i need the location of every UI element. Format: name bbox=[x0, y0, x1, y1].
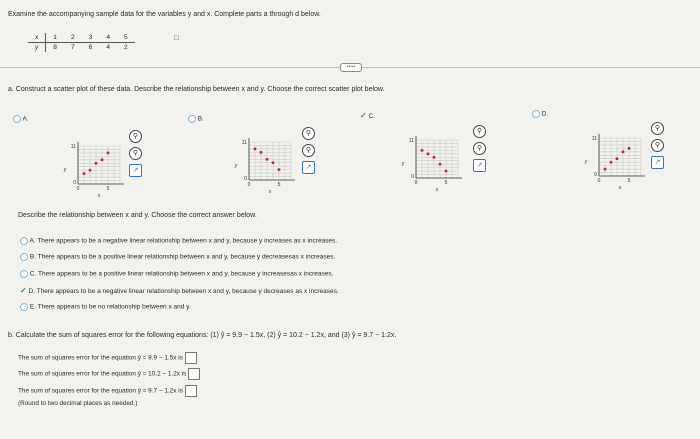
tick-label-y-zero: 0 bbox=[411, 174, 414, 180]
option-letter: A. bbox=[29, 237, 36, 245]
radio-a[interactable] bbox=[13, 115, 21, 123]
tick-label-y-max: 11 bbox=[70, 144, 76, 150]
plot-option-d[interactable] bbox=[532, 110, 548, 118]
x-axis-label: x bbox=[97, 193, 101, 198]
option-letter: C. bbox=[368, 113, 375, 120]
describe-option-a[interactable] bbox=[20, 237, 337, 245]
answer-input-3[interactable] bbox=[185, 385, 197, 397]
y-cell: 7 bbox=[70, 44, 75, 51]
data-point bbox=[107, 152, 110, 155]
y-axis-label: y bbox=[234, 163, 238, 169]
table-row-x bbox=[28, 33, 135, 43]
option-letter: B. bbox=[29, 253, 36, 261]
zoom-out-icon[interactable]: ⚲ bbox=[473, 142, 486, 155]
data-table bbox=[28, 33, 135, 52]
zoom-out-icon[interactable]: ⚲ bbox=[651, 139, 664, 152]
y-cell: 2 bbox=[123, 44, 128, 51]
option-text: There appears to be a positive linear relationship between x and y, because y increasesas x increases. bbox=[38, 270, 334, 278]
table-row-y bbox=[28, 43, 135, 53]
tick-label-y-max: 11 bbox=[408, 138, 414, 144]
tick-label-y-max: 11 bbox=[591, 136, 597, 142]
row-label-x: x bbox=[28, 33, 46, 43]
tick-label-y-zero: 0 bbox=[244, 176, 247, 182]
tick-label-x-five: 5 bbox=[627, 178, 631, 184]
data-point bbox=[266, 158, 269, 161]
tick-label-x-five: 5 bbox=[277, 182, 281, 188]
option-text: There appears to be a negative linear relationship between x and y, because y decreases as x increases. bbox=[36, 288, 339, 295]
open-external-icon[interactable]: ↗ bbox=[302, 161, 315, 174]
part-b-question: b. Calculate the sum of squares error for the following equations: (1) ŷ = 9.9 − 1.5x, (2) ŷ = 10.2 − 1.2x, and (3) ŷ = 9.7 − 1.2x. bbox=[8, 332, 397, 339]
option-letter: D. bbox=[28, 288, 36, 295]
data-point bbox=[610, 161, 613, 164]
data-point bbox=[622, 151, 625, 154]
x-axis-label: x bbox=[618, 185, 622, 190]
option-text: There appears to be a positive linear relationship between x and y, because y decreasesas x increases. bbox=[37, 253, 336, 261]
data-point bbox=[445, 170, 448, 173]
describe-option-e[interactable] bbox=[20, 303, 191, 311]
sse-line-1 bbox=[18, 352, 197, 364]
option-letter: A. bbox=[22, 115, 29, 123]
sse-label: The sum of squares error for the equation ŷ = 10.2 − 1.2x is bbox=[18, 370, 187, 378]
data-point bbox=[272, 161, 275, 164]
zoom-out-icon[interactable]: ⚲ bbox=[129, 147, 142, 160]
zoom-in-icon[interactable]: ⚲ bbox=[129, 130, 142, 143]
sse-line-3 bbox=[18, 385, 197, 397]
option-letter: D. bbox=[541, 110, 549, 118]
data-point bbox=[101, 159, 104, 162]
tick-label-y-zero: 0 bbox=[594, 172, 597, 178]
option-letter: E. bbox=[29, 303, 36, 311]
rounding-note: (Round to two decimal places as needed.) bbox=[18, 400, 138, 407]
scatter-plot-a bbox=[62, 136, 132, 198]
x-axis-label: x bbox=[268, 189, 272, 194]
data-point bbox=[439, 163, 442, 166]
data-point bbox=[83, 172, 86, 175]
plot-c-tools bbox=[473, 125, 487, 176]
zoom-in-icon[interactable]: ⚲ bbox=[473, 125, 486, 138]
option-letter: C. bbox=[29, 270, 37, 278]
data-point bbox=[616, 157, 619, 160]
x-cell: 1 bbox=[46, 33, 64, 43]
open-external-icon[interactable]: ↗ bbox=[129, 164, 142, 177]
x-cell: 5 bbox=[117, 33, 135, 43]
tick-label-x-five: 5 bbox=[106, 186, 110, 192]
describe-question: Describe the relationship between x and y. Choose the correct answer below. bbox=[18, 212, 257, 219]
zoom-out-icon[interactable]: ⚲ bbox=[302, 144, 315, 157]
plot-b-tools bbox=[302, 127, 316, 178]
data-point bbox=[427, 153, 430, 156]
answer-input-1[interactable] bbox=[185, 352, 197, 364]
describe-option-c[interactable] bbox=[20, 270, 333, 278]
tick-label-x-zero: 0 bbox=[597, 178, 601, 184]
option-letter: B. bbox=[197, 115, 204, 123]
plot-a-tools bbox=[129, 130, 143, 181]
scatter-plot-c bbox=[400, 130, 470, 192]
sse-label: The sum of squares error for the equation ŷ = 9.7 − 1.2x is bbox=[18, 387, 183, 395]
y-cell: 6 bbox=[88, 44, 93, 51]
tick-label-x-zero: 0 bbox=[247, 182, 251, 188]
tick-label-y-max: 11 bbox=[241, 140, 247, 146]
row-label-y: y bbox=[28, 43, 46, 53]
sse-label: The sum of squares error for the equation ŷ = 9.9 − 1.5x is bbox=[18, 354, 183, 362]
open-external-icon[interactable]: ↗ bbox=[473, 159, 486, 172]
check-icon: ✓ bbox=[360, 111, 367, 120]
data-point bbox=[260, 151, 263, 154]
option-text: There appears to be a negative linear relationship between x and y, because y increases as x increases. bbox=[37, 237, 338, 245]
sse-line-2 bbox=[18, 368, 200, 380]
scatter-plot-d bbox=[583, 128, 653, 190]
describe-option-b[interactable] bbox=[20, 253, 335, 261]
data-point bbox=[421, 149, 424, 152]
option-text: There appears to be no relationship between x and y. bbox=[37, 303, 191, 311]
tick-label-x-five: 5 bbox=[444, 180, 448, 186]
data-point bbox=[278, 168, 281, 171]
radio-icon[interactable] bbox=[20, 237, 28, 245]
tick-label-x-zero: 0 bbox=[76, 186, 80, 192]
radio-icon[interactable] bbox=[20, 270, 28, 278]
part-a-question: a. Construct a scatter plot of these data. Describe the relationship between x and y. Choose the correct scatter plot below. bbox=[8, 86, 385, 93]
y-axis-label: y bbox=[63, 167, 67, 173]
describe-option-d[interactable] bbox=[20, 286, 339, 295]
check-icon: ✓ bbox=[20, 286, 27, 295]
radio-d[interactable] bbox=[532, 110, 540, 118]
x-cell: 3 bbox=[82, 33, 100, 43]
data-point bbox=[433, 156, 436, 159]
data-point bbox=[254, 148, 257, 151]
radio-icon[interactable] bbox=[20, 253, 28, 261]
copy-table-icon[interactable]: □ bbox=[174, 33, 179, 42]
instruction-text: Examine the accompanying sample data for the variables y and x. Complete parts a through d below. bbox=[8, 11, 321, 18]
radio-icon[interactable] bbox=[20, 303, 28, 311]
plot-d-tools bbox=[651, 122, 665, 173]
expand-pill-button[interactable]: ••••• bbox=[340, 63, 362, 72]
radio-b[interactable] bbox=[188, 115, 196, 123]
scatter-plot-b bbox=[233, 132, 303, 194]
plot-option-a[interactable] bbox=[13, 115, 28, 123]
x-cell: 2 bbox=[64, 33, 82, 43]
data-point bbox=[95, 162, 98, 165]
x-axis-label: x bbox=[435, 187, 439, 192]
zoom-in-icon[interactable]: ⚲ bbox=[302, 127, 315, 140]
y-cell: 8 bbox=[53, 44, 57, 51]
data-point bbox=[604, 168, 607, 171]
answer-input-2[interactable] bbox=[188, 368, 200, 380]
plot-option-c[interactable] bbox=[360, 111, 375, 120]
tick-label-y-zero: 0 bbox=[73, 180, 76, 186]
tick-label-x-zero: 0 bbox=[414, 180, 418, 186]
data-point bbox=[628, 147, 631, 150]
y-cell: 4 bbox=[106, 44, 110, 51]
x-cell: 4 bbox=[99, 33, 117, 43]
plot-option-b[interactable] bbox=[188, 115, 204, 123]
y-axis-label: y bbox=[401, 161, 405, 167]
open-external-icon[interactable]: ↗ bbox=[651, 156, 664, 169]
y-axis-label: y bbox=[584, 159, 588, 165]
zoom-in-icon[interactable]: ⚲ bbox=[651, 122, 664, 135]
data-point bbox=[89, 169, 92, 172]
